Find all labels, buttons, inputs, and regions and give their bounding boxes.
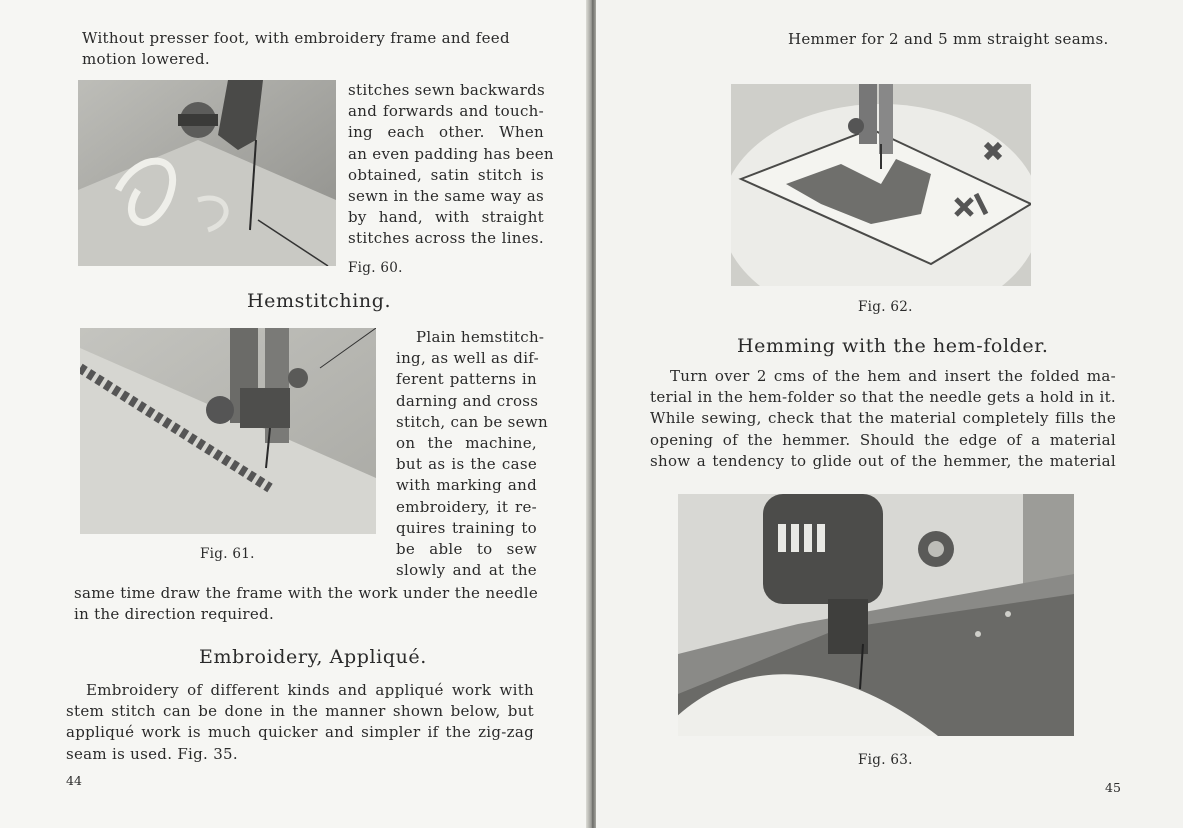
hemfolder-paragraph: Turn over 2 cms of the hem and insert the folded ma- terial in the hem-folder so that the needle gets a hold in it. While sewing, check that the material completely fills the opening of the hemmer. Should the edge of a material show a tendency to glide out of the hemmer, the material (650, 367, 1116, 470)
continuation-paragraph: same time draw the frame with the work under the needle in the direction required. (74, 584, 538, 624)
figure-63-photo (678, 494, 1074, 736)
figure-63-caption: Fig. 63. (858, 752, 913, 768)
figure-60-caption: Fig. 60. (348, 260, 403, 276)
page-number-left: 44 (66, 773, 82, 788)
hemmer-title: Hemmer for 2 and 5 mm straight seams. (788, 30, 1109, 48)
hemfolder-heading: Hemming with the hem-folder. (737, 335, 1049, 357)
figure-61-caption: Fig. 61. (200, 546, 255, 562)
figure-62-caption: Fig. 62. (858, 299, 913, 315)
embroidery-heading: Embroidery, Appliqué. (199, 646, 427, 668)
fig60-paragraph: stitches sewn backwards and forwards and touch- ing each other. When an even padding has been obtained, satin stitch is sewn in the same way as by hand, with straight stitches across the lines. (348, 81, 554, 248)
figure-62-photo (731, 84, 1031, 286)
hemstitching-heading: Hemstitching. (247, 290, 392, 312)
figure-60-photo (78, 80, 336, 266)
hemstitching-paragraph: Plain hemstitch- ing, as well as dif- ferent patterns in darning and cross stitch, can be sewn on the machine, but as is the case with marking and embroidery, it re- quires training to be able to sew slowly and at the (396, 328, 548, 580)
right-page (596, 0, 1183, 828)
embroidery-paragraph: Embroidery of different kinds and appliqué work with stem stitch can be done in the manner shown below, but appliqué work is much quicker and simpler if the zig-zag seam is used. Fig. 35. (66, 681, 534, 763)
figure-61-photo (80, 328, 376, 534)
left-page (0, 0, 588, 828)
page-number-right: 45 (1105, 780, 1121, 795)
intro-text: Without presser foot, with embroidery frame and feed motion lowered. (82, 29, 510, 69)
